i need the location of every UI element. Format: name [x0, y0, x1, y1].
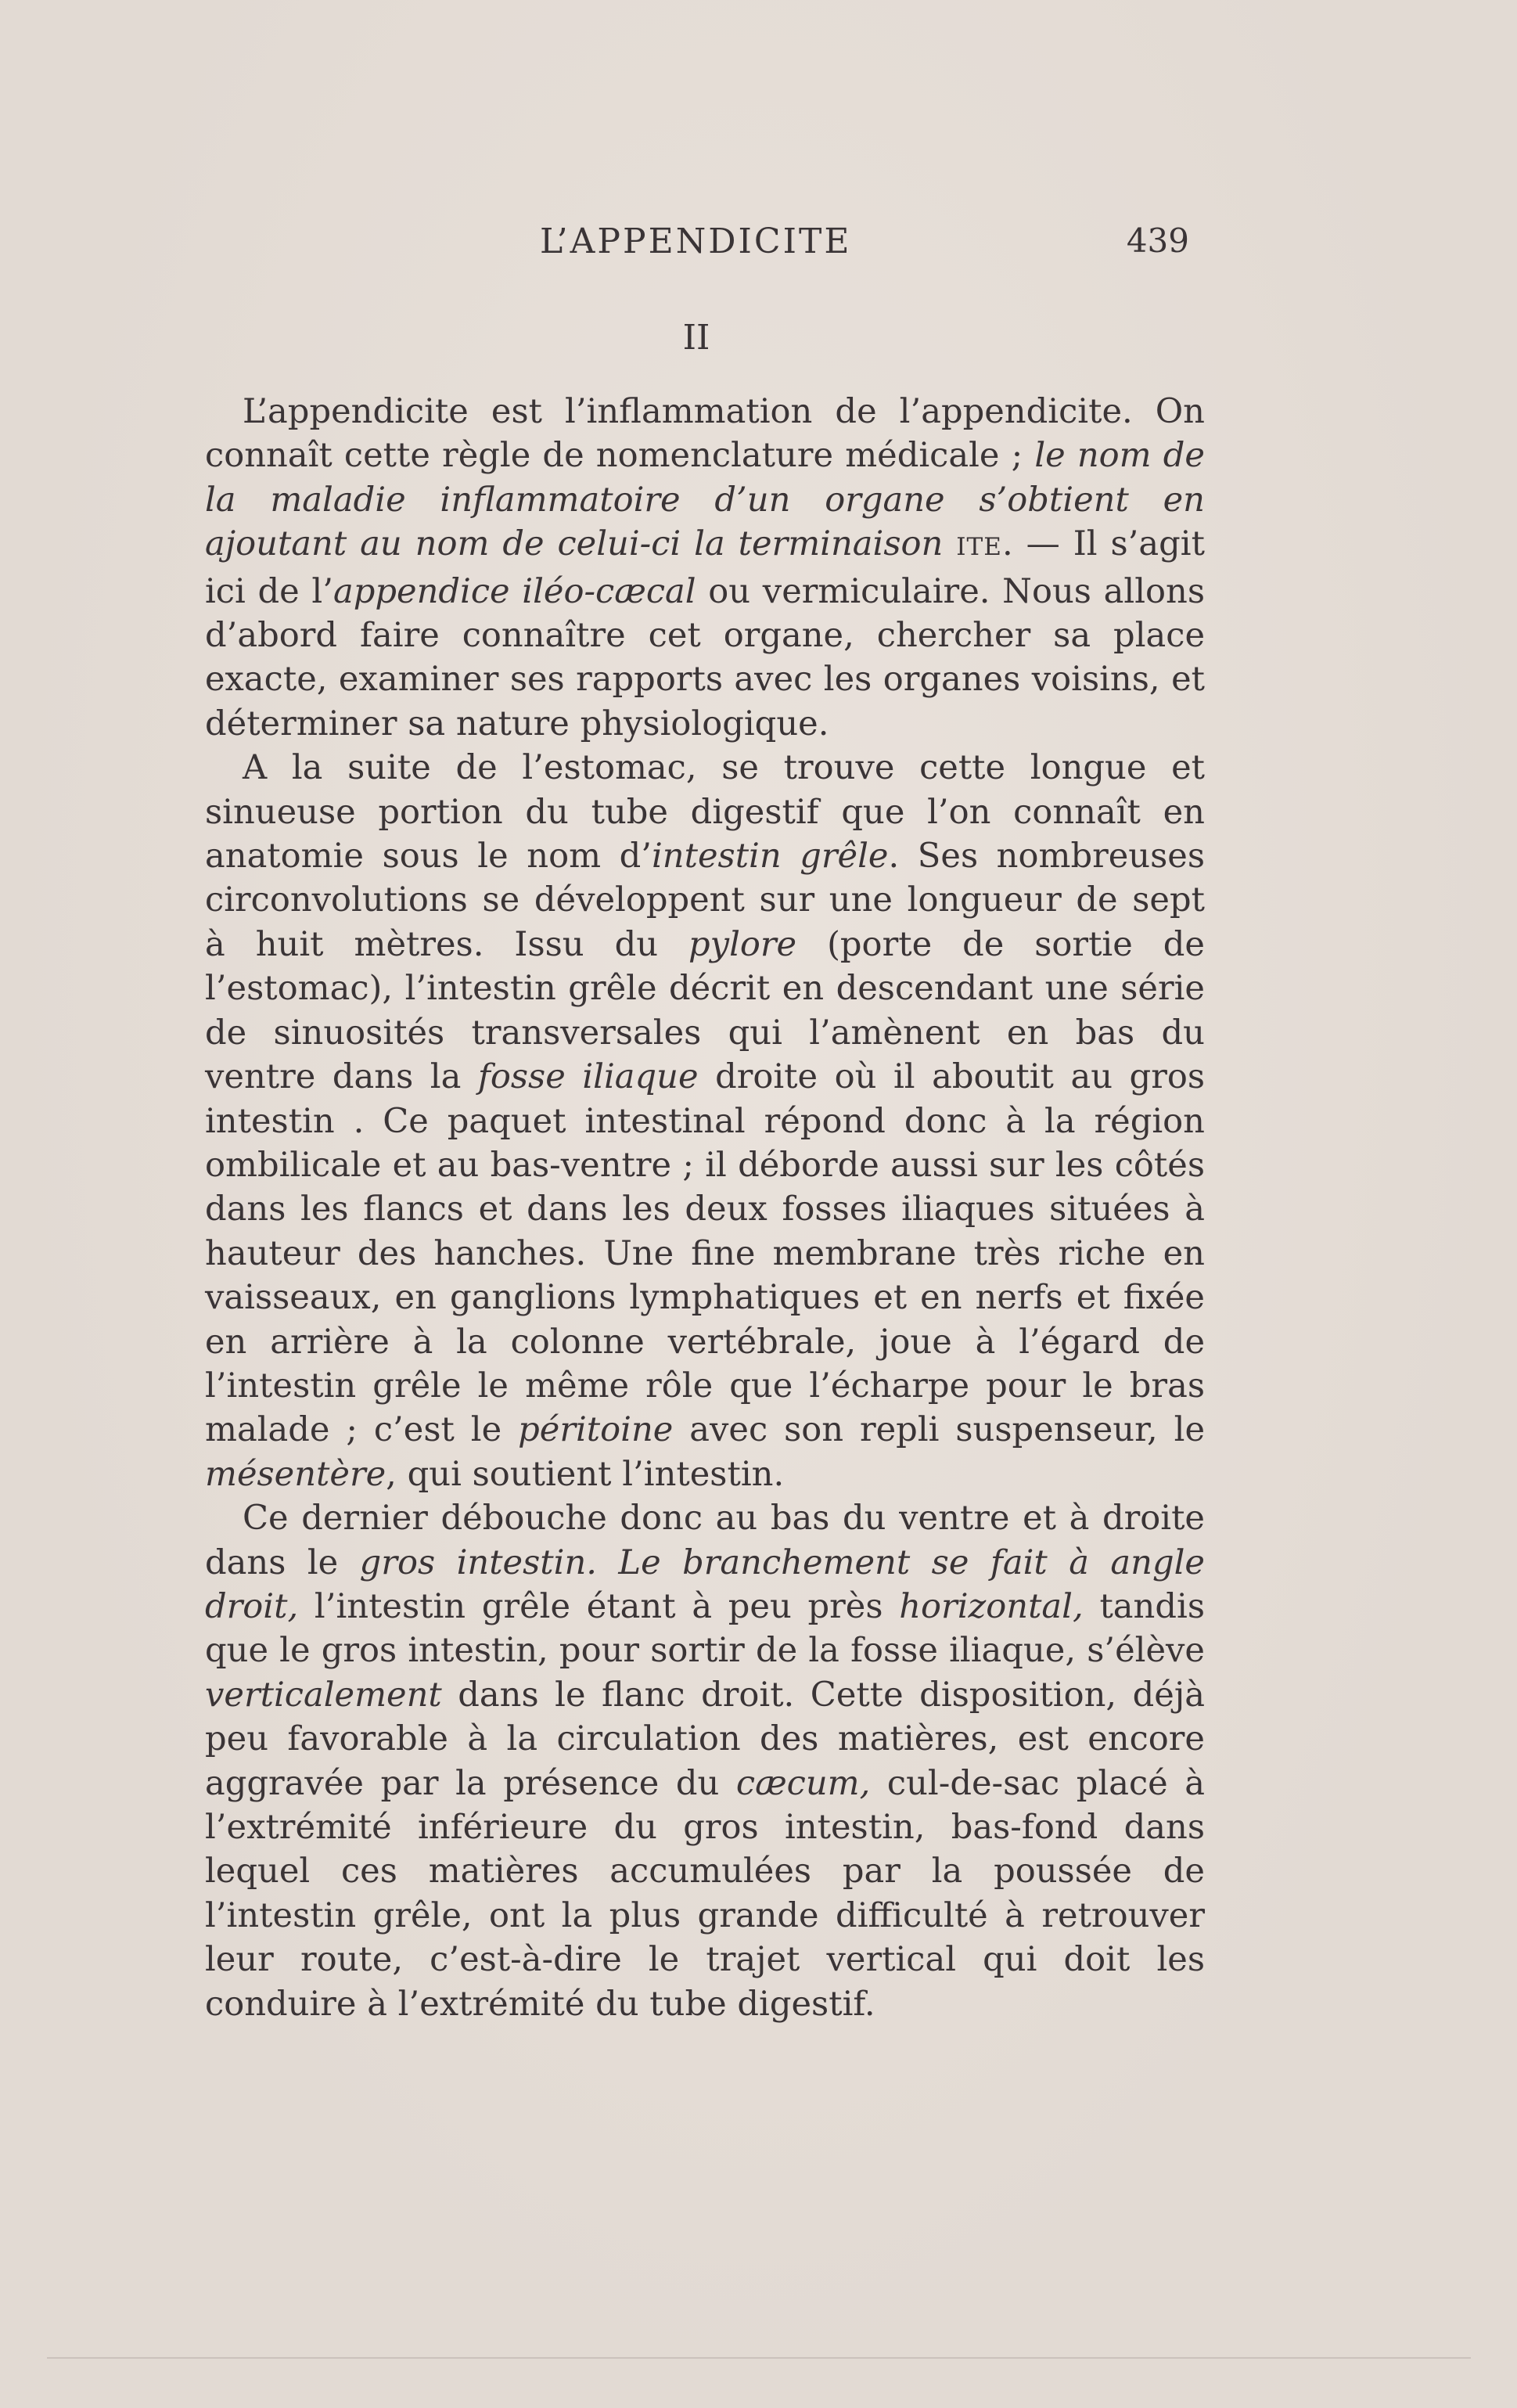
p2-italic-mesentere: mésentère	[205, 1454, 386, 1494]
p2-text-5: avec son repli suspenseur, le	[673, 1410, 1205, 1450]
p1-text-3: ou vermiculaire. Nous allons d’abord faire connaître cet organe, chercher sa place exacte, examiner ses rapports avec les organes voisins, et déterminer sa nature physiologique.	[205, 571, 1205, 743]
p3-text-3: tandis que le gros intestin, pour sortir de la fosse iliaque, s’élève	[205, 1586, 1205, 1671]
paragraph-2	[205, 746, 1205, 1496]
p1-text-1: L’appendicite est l’inflammation de l’appendicite. On connaît cette règle de nomenclature médicale ;	[205, 392, 1205, 476]
p1-text-2: . — Il s’agit ici de l’	[205, 524, 1205, 611]
p2-italic-pylore: pylore	[688, 924, 797, 964]
section-number: II	[682, 318, 710, 358]
p2-text-3: (porte de sortie de l’estomac), l’intestin grêle décrit en descendant une série de sinuosités transversales qui l’amènent en bas du ventre dans la	[205, 924, 1205, 1097]
paragraph-3	[205, 1496, 1205, 2026]
body-text	[205, 390, 1205, 2026]
p3-italic-horizontal: horizontal,	[899, 1586, 1084, 1626]
p2-italic-intestin-grele: intestin grêle	[651, 837, 889, 876]
paragraph-1	[205, 390, 1205, 746]
p3-italic-gros-intestin: gros intestin. Le branchement se fait à angle droit,	[205, 1542, 1205, 1626]
p3-text-2: l’intestin grêle étant à peu près	[298, 1586, 900, 1626]
p3-text-1: Ce dernier débouche donc au bas du ventre et à droite dans le	[205, 1499, 1205, 1582]
p2-text-2: . Ses nombreuses circonvolutions se développent sur une longueur de sept à huit mètres. Issu du	[205, 837, 1206, 964]
p3-italic-verticalement: verticalement	[205, 1675, 442, 1715]
p3-italic-caecum: cæcum,	[735, 1763, 871, 1803]
p2-italic-peritoine: péritoine	[518, 1410, 674, 1450]
p1-italic-appendice: appendice iléo-cæcal	[333, 571, 696, 611]
p2-text-6: , qui soutient l’intestin.	[386, 1454, 785, 1494]
page-edge-line	[47, 2357, 1471, 2359]
p3-text-5: cul-de-sac placé à l’extrémité inférieure du gros intestin, bas-fond dans lequel ces matières accumulées par la poussée de l’intestin grêle, ont la plus grande difficulté à retrouver leur route, c’est-à-dire le trajet vertical qui doit les conduire à l’extrémité du tube digestif.	[205, 1763, 1206, 2024]
running-head	[203, 221, 1189, 268]
page-number: 439	[1126, 221, 1189, 260]
p1-suffix-ite: ITE	[956, 533, 1002, 562]
p2-text-1: A la suite de l’estomac, se trouve cette longue et sinueuse portion du tube digestif que l’on connaît en anatomie sous le nom d’	[205, 748, 1205, 876]
p3-text-4: dans le flanc droit. Cette disposition, déjà peu favorable à la circulation des matières, est encore aggravée par la présence du	[205, 1675, 1205, 1803]
p2-italic-fosse-iliaque: fosse iliaque	[477, 1057, 699, 1097]
p2-text-4: droite où il aboutit au gros intestin . Ce paquet intestinal répond donc à la région ombilicale et au bas-ventre ; il déborde aussi sur les côtés dans les flancs et dans les deux fosses iliaques situées à hauteur des hanches. Une fine membrane très riche en vaisseaux, en ganglions lymphatiques et en nerfs et fixée en arrière à la colonne vertébrale, joue à l’égard de l’intestin grêle le même rôle que l’écharpe pour le bras malade ; c’est le	[205, 1057, 1206, 1450]
p1-space	[943, 524, 956, 563]
running-title: L’APPENDICITE	[540, 221, 852, 261]
p1-italic-rule: le nom de la maladie inflammatoire d’un organe s’obtient en ajoutant au nom de celui-ci la terminaison	[205, 436, 1205, 564]
